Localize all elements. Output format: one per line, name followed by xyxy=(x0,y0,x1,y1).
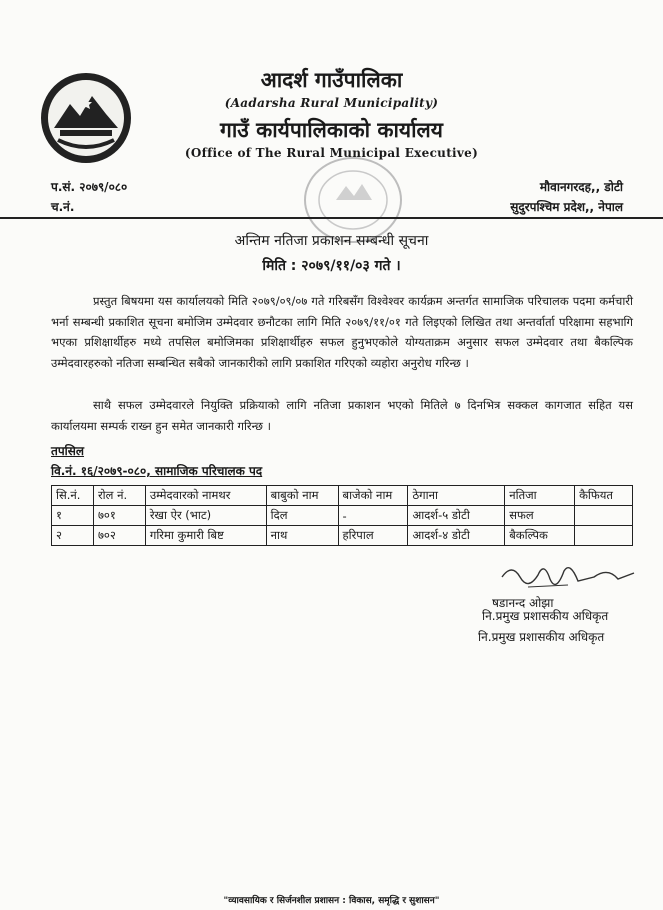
cell-result: सफल xyxy=(505,506,575,526)
cell-serial: २ xyxy=(52,526,94,546)
table-row xyxy=(52,526,633,546)
cell-father: नाथ xyxy=(266,526,338,546)
signatory-title-repeat: नि.प्रमुख प्रशासकीय अधिकृत xyxy=(478,630,605,644)
reference-number: प.सं. २०७९/०८० xyxy=(51,180,128,194)
col-header-remarks: कैफियत xyxy=(575,486,633,506)
schedule-heading: तपसिल xyxy=(51,444,85,458)
dispatch-number: च.नं. xyxy=(51,200,75,214)
cell-address: आदर्श-५ डोटी xyxy=(408,506,505,526)
footer-slogan: "व्यावसायिक र सिर्जनशील प्रशासन : विकास, समृद्धि र सुशासन" xyxy=(223,896,440,906)
cell-grandfather: हरिपाल xyxy=(338,526,408,546)
table-header-row xyxy=(52,486,633,506)
cell-address: आदर्श-४ डोटी xyxy=(408,526,505,546)
col-header-roll: रोल नं. xyxy=(93,486,145,506)
notice-paragraph-1: प्रस्तुत बिषयमा यस कार्यालयको मिति २०७९/०९/०७ गते गरिबसँग विश्वेश्वर कार्यक्रम अन्तर्गत सामाजिक परिचालक पदमा कर्मचारी भर्ना सम्बन्धी प्रकाशित सूचना बमोजिम उम्मेदवार छनौटका लागि मिति २०७९/११/०१ गते लिइएको लिखित तथा अन्तर्वार्ता परिक्षामा सहभागि भएका प्रशिक्षार्थीहरु मध्ये तपसिल बमोजिमका प्रशिक्षार्थीहरु सफल हुनुभएकोले योग्यताक्रम अनुसार सफल उम्मेदवार तथा बैकल्पिक उम्मेदवारहरुको नतिजा सम्बन्धित सबैको जानकारीको लागि प्रकाशित गरिएको व्यहोरा अनुरोध गरिन्छ । xyxy=(51,294,633,370)
col-header-result: नतिजा xyxy=(505,486,575,506)
cell-candidate: गरिमा कुमारी बिष्ट xyxy=(145,526,266,546)
cell-roll: ७०२ xyxy=(93,526,145,546)
notice-date: मिति : २०७९/११/०३ गते । xyxy=(262,258,401,274)
cell-father: दिल xyxy=(266,506,338,526)
cell-grandfather: - xyxy=(338,506,408,526)
table-row xyxy=(52,506,633,526)
header-office-name: गाउँ कार्यपालिकाको कार्यालय xyxy=(220,118,443,142)
results-table xyxy=(51,485,633,546)
col-header-father: बाबुको नाम xyxy=(266,486,338,506)
cell-candidate: रेखा ऐर (भाट) xyxy=(145,506,266,526)
cell-roll: ७०१ xyxy=(93,506,145,526)
advertisement-caption: वि.नं. १६/२०७९-०८०, सामाजिक परिचालक पद xyxy=(51,464,263,478)
header-municipality-name: आदर्श गाउँपालिका xyxy=(260,68,403,92)
header-office-name-en: (Office of The Rural Municipal Executive) xyxy=(184,146,479,160)
cell-remarks xyxy=(575,506,633,526)
signature-scribble-icon xyxy=(498,557,638,599)
cell-serial: १ xyxy=(52,506,94,526)
col-header-candidate: उम्मेदवारको नामथर xyxy=(145,486,266,506)
header-divider xyxy=(0,217,663,219)
cell-result: बैकल्पिक xyxy=(505,526,575,546)
header-municipality-name-en: (Aadarsha Rural Municipality) xyxy=(224,96,439,110)
col-header-grandfather: बाजेको नाम xyxy=(338,486,408,506)
col-header-serial: सि.नं. xyxy=(52,486,94,506)
col-header-address: ठेगाना xyxy=(408,486,505,506)
cell-remarks xyxy=(575,526,633,546)
signatory-title: नि.प्रमुख प्रशासकीय अधिकृत xyxy=(482,609,609,623)
notice-paragraph-2: साथै सफल उम्मेदवारले नियुक्ति प्रक्रियाको लागि नतिजा प्रकाशन भएको मितिले ७ दिनभित्र सक्कल कागजात सहित यस कार्यालयमा सम्पर्क राख्न हुन समेत जानकारी गरिन्छ । xyxy=(51,398,633,433)
office-location: मौवानगरदह,, डोटी xyxy=(539,180,623,194)
office-province: सुदुरपश्चिम प्रदेश,, नेपाल xyxy=(510,200,623,214)
notice-title: अन्तिम नतिजा प्रकाशन सम्बन्धी सूचना xyxy=(234,233,429,249)
signatory-name: षडानन्द ओझा xyxy=(492,596,554,610)
